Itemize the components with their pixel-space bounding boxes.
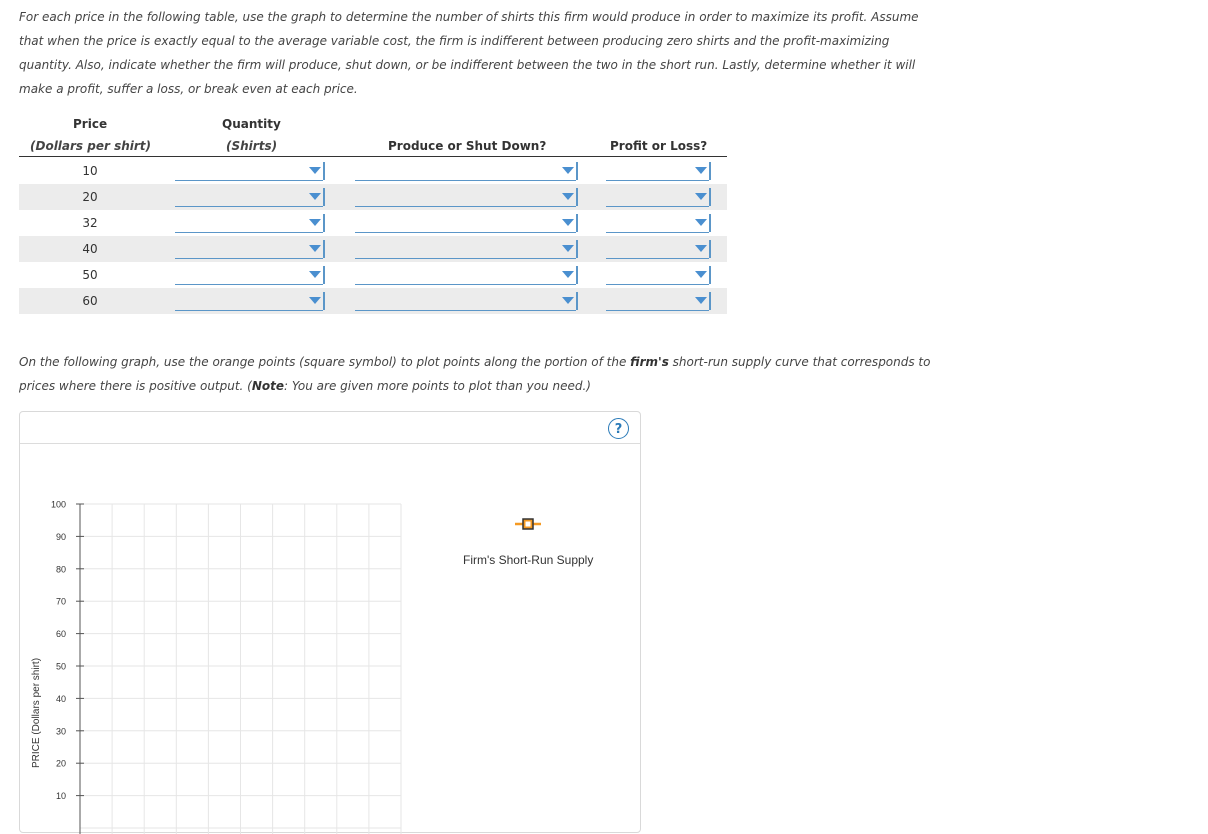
produce-dropdown[interactable] [355, 188, 576, 207]
header-divider [19, 156, 727, 157]
quantity-dropdown[interactable] [175, 266, 323, 285]
y-tick-label: 10 [55, 791, 66, 802]
y-tick-label: 30 [55, 726, 66, 737]
y-axis-label: PRICE (Dollars per shirt) [31, 657, 42, 768]
price-header: Price [73, 117, 108, 131]
table-row [19, 210, 727, 236]
produce-dropdown[interactable] [355, 214, 576, 233]
chevron-down-icon [695, 167, 707, 174]
instr-text-3: : You are given more points to plot than you need.) [284, 379, 591, 393]
chevron-down-icon [309, 245, 321, 252]
produce-dropdown[interactable] [355, 240, 576, 259]
y-tick-label: 40 [55, 693, 66, 704]
profit-dropdown[interactable] [606, 214, 709, 233]
price-cell: 60 [82, 294, 98, 308]
graph-panel [19, 411, 641, 833]
profit-dropdown[interactable] [606, 292, 709, 311]
chevron-down-icon [562, 167, 574, 174]
chevron-down-icon [695, 219, 707, 226]
instr-bold-firm: firm's [630, 355, 669, 369]
price-cell: 40 [82, 242, 98, 256]
chevron-down-icon [695, 193, 707, 200]
profit-dropdown[interactable] [606, 240, 709, 259]
quantity-dropdown[interactable] [175, 188, 323, 207]
supply-graph[interactable] [20, 444, 640, 834]
chevron-down-icon [562, 245, 574, 252]
table-row [19, 158, 727, 184]
instr-text-2: short-run supply curve that corresponds to prices where there is positive output. ( [19, 355, 931, 393]
produce-dropdown[interactable] [355, 292, 576, 311]
chevron-down-icon [562, 193, 574, 200]
chevron-down-icon [562, 271, 574, 278]
chevron-down-icon [695, 271, 707, 278]
y-tick-label: 100 [50, 499, 66, 510]
chevron-down-icon [695, 297, 707, 304]
y-tick-label: 80 [55, 564, 66, 575]
chevron-down-icon [695, 245, 707, 252]
profit-dropdown[interactable] [606, 266, 709, 285]
chevron-down-icon [562, 219, 574, 226]
produce-header: Produce or Shut Down? [388, 139, 547, 153]
y-tick-label: 70 [55, 596, 66, 607]
graph-instructions [19, 350, 939, 398]
legend-label: Firm's Short-Run Supply [463, 553, 594, 567]
quantity-dropdown[interactable] [175, 214, 323, 233]
price-cell: 50 [82, 268, 98, 282]
y-tick-label: 20 [55, 758, 66, 769]
produce-dropdown[interactable] [355, 266, 576, 285]
chevron-down-icon [309, 193, 321, 200]
chevron-down-icon [309, 167, 321, 174]
legend-orange-square-point[interactable] [515, 519, 541, 529]
help-icon[interactable]: ? [608, 418, 629, 439]
price-cell: 32 [82, 216, 98, 230]
produce-dropdown[interactable] [355, 162, 576, 181]
quantity-dropdown[interactable] [175, 162, 323, 181]
profit-dropdown[interactable] [606, 188, 709, 207]
y-tick-label: 50 [55, 661, 66, 672]
chevron-down-icon [562, 297, 574, 304]
table-row [19, 184, 727, 210]
chevron-down-icon [309, 271, 321, 278]
profit-header: Profit or Loss? [610, 139, 708, 153]
instr-note: Note [251, 379, 285, 393]
price-cell: 10 [82, 164, 98, 178]
y-tick-label: 90 [55, 531, 66, 542]
quantity-header: Quantity [222, 117, 281, 131]
price-cell: 20 [82, 190, 98, 204]
price-unit-header: (Dollars per shirt) [30, 139, 152, 153]
table-row [19, 236, 727, 262]
quantity-dropdown[interactable] [175, 240, 323, 259]
graph-toolbar [20, 412, 640, 444]
chevron-down-icon [309, 297, 321, 304]
table-row [19, 288, 727, 314]
table-row [19, 262, 727, 288]
y-tick-label: 60 [55, 629, 66, 640]
profit-dropdown[interactable] [606, 162, 709, 181]
instructions-paragraph: For each price in the following table, use the graph to determine the number of shirts this firm would produce in order to maximize its profit. Assume that when the price is exactly equal to the average variable cost, the firm is indifferent between producing zero shirts and the profit-maximizing quantity. Also, indicate whether the firm will produce, shut down, or be indifferent between the two in the short run. Lastly, determine whether it will make a profit, suffer a loss, or break even at each price. [19, 10, 919, 96]
y-axis-ticks [51, 500, 84, 802]
quantity-dropdown[interactable] [175, 292, 323, 311]
chevron-down-icon [309, 219, 321, 226]
quantity-unit-header: (Shirts) [226, 139, 278, 153]
instr-text-1: On the following graph, use the orange points (square symbol) to plot points along the portion of the [19, 355, 631, 369]
grid [80, 504, 401, 834]
